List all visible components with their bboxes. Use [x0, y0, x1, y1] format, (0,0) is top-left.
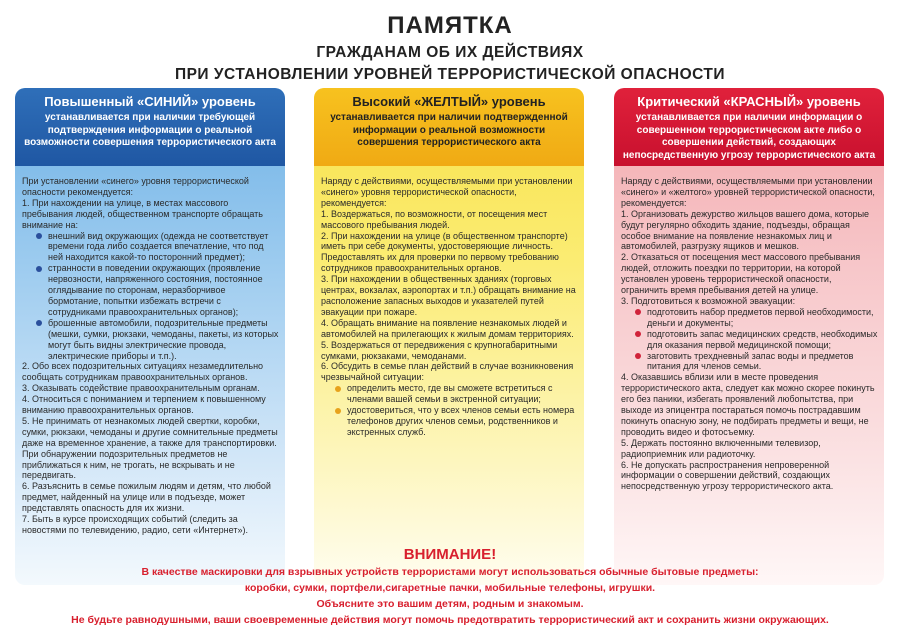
blue-bullet: брошенные автомобили, подозрительные предметы (мешки, сумки, рюкзаки, чемоданы, пакеты, из которых могут быть видны электрические провода, электрические приборы и т.п.). [36, 318, 279, 362]
yellow-item-5: 5. Воздержаться от передвижения с крупногабаритными сумками, рюкзаками, чемоданами. [321, 339, 558, 361]
yellow-bullet: удостовериться, что у всех членов семьи есть номера телефонов других членов семьи, родственников и экстренных служб. [335, 405, 578, 438]
attention-line-3: Объясните это вашим детям, родным и знакомым. [316, 598, 584, 610]
red-bullet-list [621, 307, 878, 372]
yellow-item-6: 6. Обсудить в семье план действий в случае возникновения чрезвычайной ситуации: [321, 361, 574, 383]
page-subtitle-line1: ГРАЖДАНАМ ОБ ИХ ДЕЙСТВИЯХ [316, 44, 584, 61]
blue-item-3: 3. Оказывать содействие правоохранительным органам. [22, 383, 260, 394]
yellow-bullet: определить место, где вы сможете встретиться с членами вашей семьи в экстренной ситуации; [335, 383, 578, 405]
blue-level-header [15, 88, 285, 166]
blue-level-body [15, 176, 285, 536]
blue-intro: При установлении «синего» уровня террористической опасности рекомендуется: [22, 176, 249, 197]
blue-bullet: странности в поведении окружающих (проявление нервозности, напряженного состояния, постоянное оглядывание по сторонам, неразборчивое бормотание, попытки избежать встречи с сотрудниками правоохранительных органов); [36, 263, 279, 318]
blue-item-6: 6. Разъяснить в семье пожилым людям и детям, что любой предмет, найденный на улице или в подъезде, может представлять опасность для их жизни. [22, 481, 271, 514]
blue-level-title: Повышенный «СИНИЙ» уровень [44, 94, 256, 109]
blue-item-1: 1. При нахождении на улице, в местах массового пребывания людей, общественном транспорте обращать внимание на: [22, 197, 263, 230]
red-item-4: 4. Оказавшись вблизи или в месте проведения террористического акта, следует как можно скорее покинуть его без паники, избегать проявлений любопытства, при выходе из эпицентра постараться помочь пострадавшим покинуть опасную зону, не подбирать предметы и вещи, не проводить видео и фотосъемку. [621, 372, 875, 437]
yellow-level-header [314, 88, 584, 166]
blue-level-subtitle: устанавливается при наличии требующей подтверждения информации о реальной возможности совершения террористического акта [24, 112, 276, 148]
red-item-3: 3. Подготовиться к возможной эвакуации: [621, 295, 796, 306]
yellow-intro: Наряду с действиями, осуществляемыми при установлении «синего» уровня террористической опасности, рекомендуется: [321, 176, 573, 208]
yellow-item-4: 4. Обращать внимание на появление незнакомых людей и автомобилей на прилегающих к жилым домам территориях. [321, 317, 574, 339]
red-level-title: Критический «КРАСНЫЙ» уровень [637, 94, 861, 109]
red-bullet: заготовить трехдневный запас воды и предметов питания для членов семьи. [635, 351, 878, 373]
yellow-item-3: 3. При нахождении в общественных зданиях (торговых центрах, вокзалах, аэропортах и т.п.) обращать внимание на расположение запасных выходов и указателей путей эвакуации при пожаре. [321, 274, 576, 317]
red-level-subtitle: устанавливается при наличии информации о совершенном террористическом акте либо о совершении действий, создающих непосредственную угрозу террористического акта [622, 112, 876, 161]
red-level-body [614, 176, 884, 492]
red-bullet: подготовить набор предметов первой необходимости, деньги и документы; [635, 307, 878, 329]
red-intro: Наряду с действиями, осуществляемыми при установлении «синего» и «желтого» уровней террористической опасности, рекомендуется: [621, 176, 875, 208]
red-item-1: 1. Организовать дежурство жильцов вашего дома, которые будут регулярно обходить здание, подъезды, обращая особое внимание на появление незнакомых лиц и автомобилей, разгрузку ящиков и мешков. [621, 208, 870, 252]
blue-bullet: внешний вид окружающих (одежда не соответствует времени года либо создается впечатление, что под ней находится какой-то посторонний предмет); [36, 231, 279, 264]
red-level-column [614, 88, 884, 585]
yellow-item-2: 2. При нахождении на улице (в общественном транспорте) иметь при себе документы, удостоверяющие личность. Предоставлять их для проверки по первому требованию сотрудников правоохранительных органов. [321, 230, 568, 274]
blue-item-4: 4. Относиться с пониманием и терпением к повышенному вниманию правоохранительных органов. [22, 394, 266, 416]
attention-line-2: коробки, сумки, портфели,сигаретные пачки, мобильные телефоны, игрушки. [244, 582, 656, 594]
red-bullet: подготовить запас медицинских средств, необходимых для оказания первой медицинской помощи; [635, 329, 878, 351]
yellow-level-body [314, 176, 584, 438]
page-subtitle-line2: ПРИ УСТАНОВЛЕНИИ УРОВНЕЙ ТЕРРОРИСТИЧЕСКОЙ ОПАСНОСТИ [174, 66, 726, 83]
yellow-level-column [314, 88, 584, 585]
page-title: ПАМЯТКА [387, 12, 513, 39]
blue-item-5: 5. Не принимать от незнакомых людей свертки, коробки, сумки, рюкзаки, чемоданы и другие сомнительные предметы даже на временное хранение, а также для транспортировки. При обнаружении подозрительных предметов не приближаться к ним, не трогать, не вскрывать и не передвигать. [22, 415, 278, 481]
red-item-6: 6. Не допускать распространения непроверенной информации о совершении действий, создающих непосредственную угрозу террористического акта. [621, 459, 834, 492]
yellow-bullet-list [321, 383, 578, 438]
attention-line-4: Не будьте равнодушными, ваши своевременные действия могут помочь предотвратить террористический акт и сохранить жизни окружающих. [71, 614, 829, 626]
blue-bullet-list [22, 231, 279, 362]
attention-heading: ВНИМАНИЕ! [403, 546, 497, 563]
red-level-header [614, 88, 884, 166]
yellow-item-1: 1. Воздержаться, по возможности, от посещения мест массового пребывания людей. [321, 208, 548, 230]
yellow-level-title: Высокий «ЖЕЛТЫЙ» уровень [352, 94, 546, 109]
blue-item-2: 2. Обо всех подозрительных ситуациях незамедлительно сообщать сотрудникам правоохранительных органов. [22, 361, 264, 383]
yellow-level-subtitle: устанавливается при наличии подтвержденной информации о реальной возможности совершения террористического акта [330, 112, 568, 148]
red-item-2: 2. Отказаться от посещения мест массового пребывания людей, отложить поездки по территории, на которой установлен уровень террористической опасности, ограничить время пребывания детей на улице. [621, 252, 861, 296]
attention-line-1: В качестве маскировки для взрывных устройств террористами могут использоваться обычные бытовые предметы: [141, 566, 759, 578]
red-item-5: 5. Держать постоянно включенными телевизор, радиоприемник или радиоточку. [621, 437, 821, 459]
blue-item-7: 7. Быть в курсе происходящих событий (следить за новостями по телевидению, радио, сети «Интернет»). [22, 514, 248, 535]
blue-level-column [15, 88, 285, 585]
